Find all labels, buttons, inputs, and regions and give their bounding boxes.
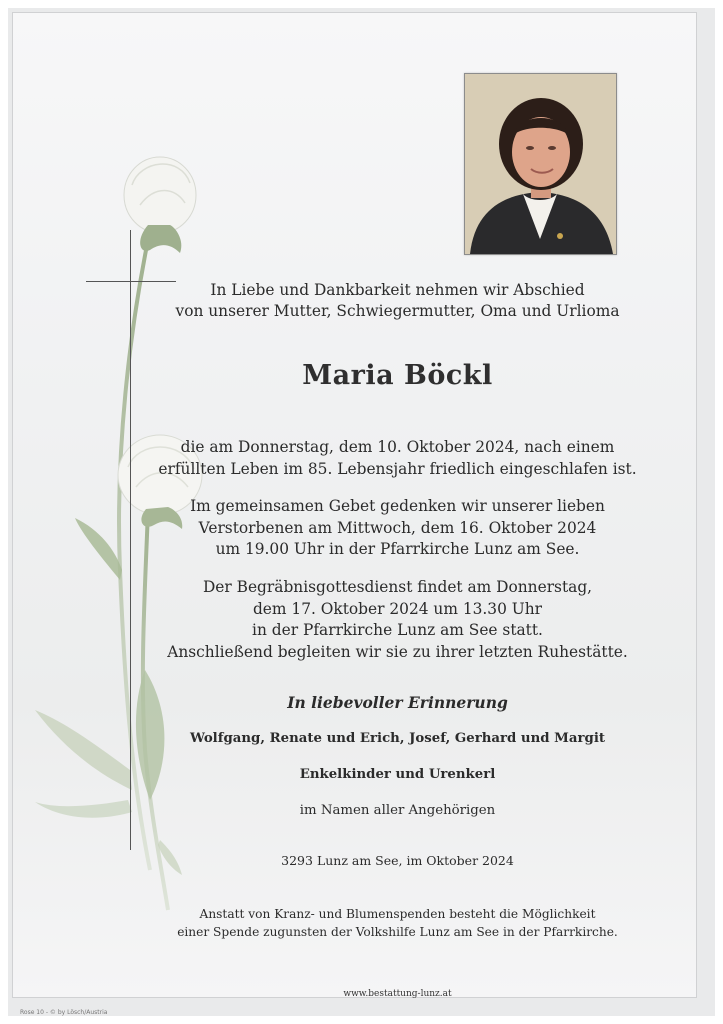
funeral-paragraph <box>100 577 695 663</box>
intro-text <box>100 280 695 322</box>
prayer-paragraph <box>100 496 695 561</box>
paragraph3-line-4: Anschließend begleiten wir sie zu ihrer letzten Ruhestätte. <box>167 642 628 661</box>
place-date: 3293 Lunz am See, im Oktober 2024 <box>281 853 514 868</box>
on-behalf-line: im Namen aller Angehörigen <box>299 803 496 818</box>
intro-line-1: In Liebe und Dankbarkeit nehmen wir Abschied <box>210 281 585 299</box>
paragraph2-line-2: Verstorbenen am Mittwoch, dem 16. Oktober 2024 <box>198 518 597 537</box>
portrait-photo <box>464 73 617 255</box>
donation-line-2: einer Spende zugunsten der Volkshilfe Lunz am See in der Pfarrkirche. <box>177 925 618 939</box>
paragraph3-line-1: Der Begräbnisgottesdienst findet am Donnerstag, <box>202 578 593 596</box>
deceased-name: Maria Böckl <box>302 360 493 391</box>
intro-line-2: von unserer Mutter, Schwiegermutter, Oma und Urlioma <box>175 302 620 320</box>
paragraph1-line-1: die am Donnerstag, dem 10. Oktober 2024, nach einem <box>180 438 615 456</box>
grandchildren-line: Enkelkinder und Urenkerl <box>299 767 496 782</box>
portrait-image <box>465 74 616 254</box>
paragraph3-line-2: dem 17. Oktober 2024 um 13.30 Uhr <box>252 599 543 618</box>
donation-note <box>100 905 695 941</box>
paragraph2-line-3: um 19.00 Uhr in der Pfarrkirche Lunz am See. <box>215 540 580 558</box>
website-link[interactable]: www.bestattung-lunz.at <box>343 989 452 999</box>
family-names: Wolfgang, Renate und Erich, Josef, Gerhard und Margit <box>189 731 606 746</box>
paragraph1-line-2: erfüllten Leben im 85. Lebensjahr friedlich eingeschlafen ist. <box>158 459 637 478</box>
donation-line-1: Anstatt von Kranz- und Blumenspenden besteht die Möglichkeit <box>199 907 596 921</box>
paragraph3-line-3: in der Pfarrkirche Lunz am See statt. <box>252 621 543 639</box>
death-notice-paragraph <box>100 437 695 480</box>
paragraph2-line-1: Im gemeinsamen Gebet gedenken wir unserer lieben <box>190 497 605 515</box>
image-credit: Rose 10 - © by Lösch/Austria <box>20 1009 108 1016</box>
memory-heading: In liebevoller Erinnerung <box>287 693 508 712</box>
